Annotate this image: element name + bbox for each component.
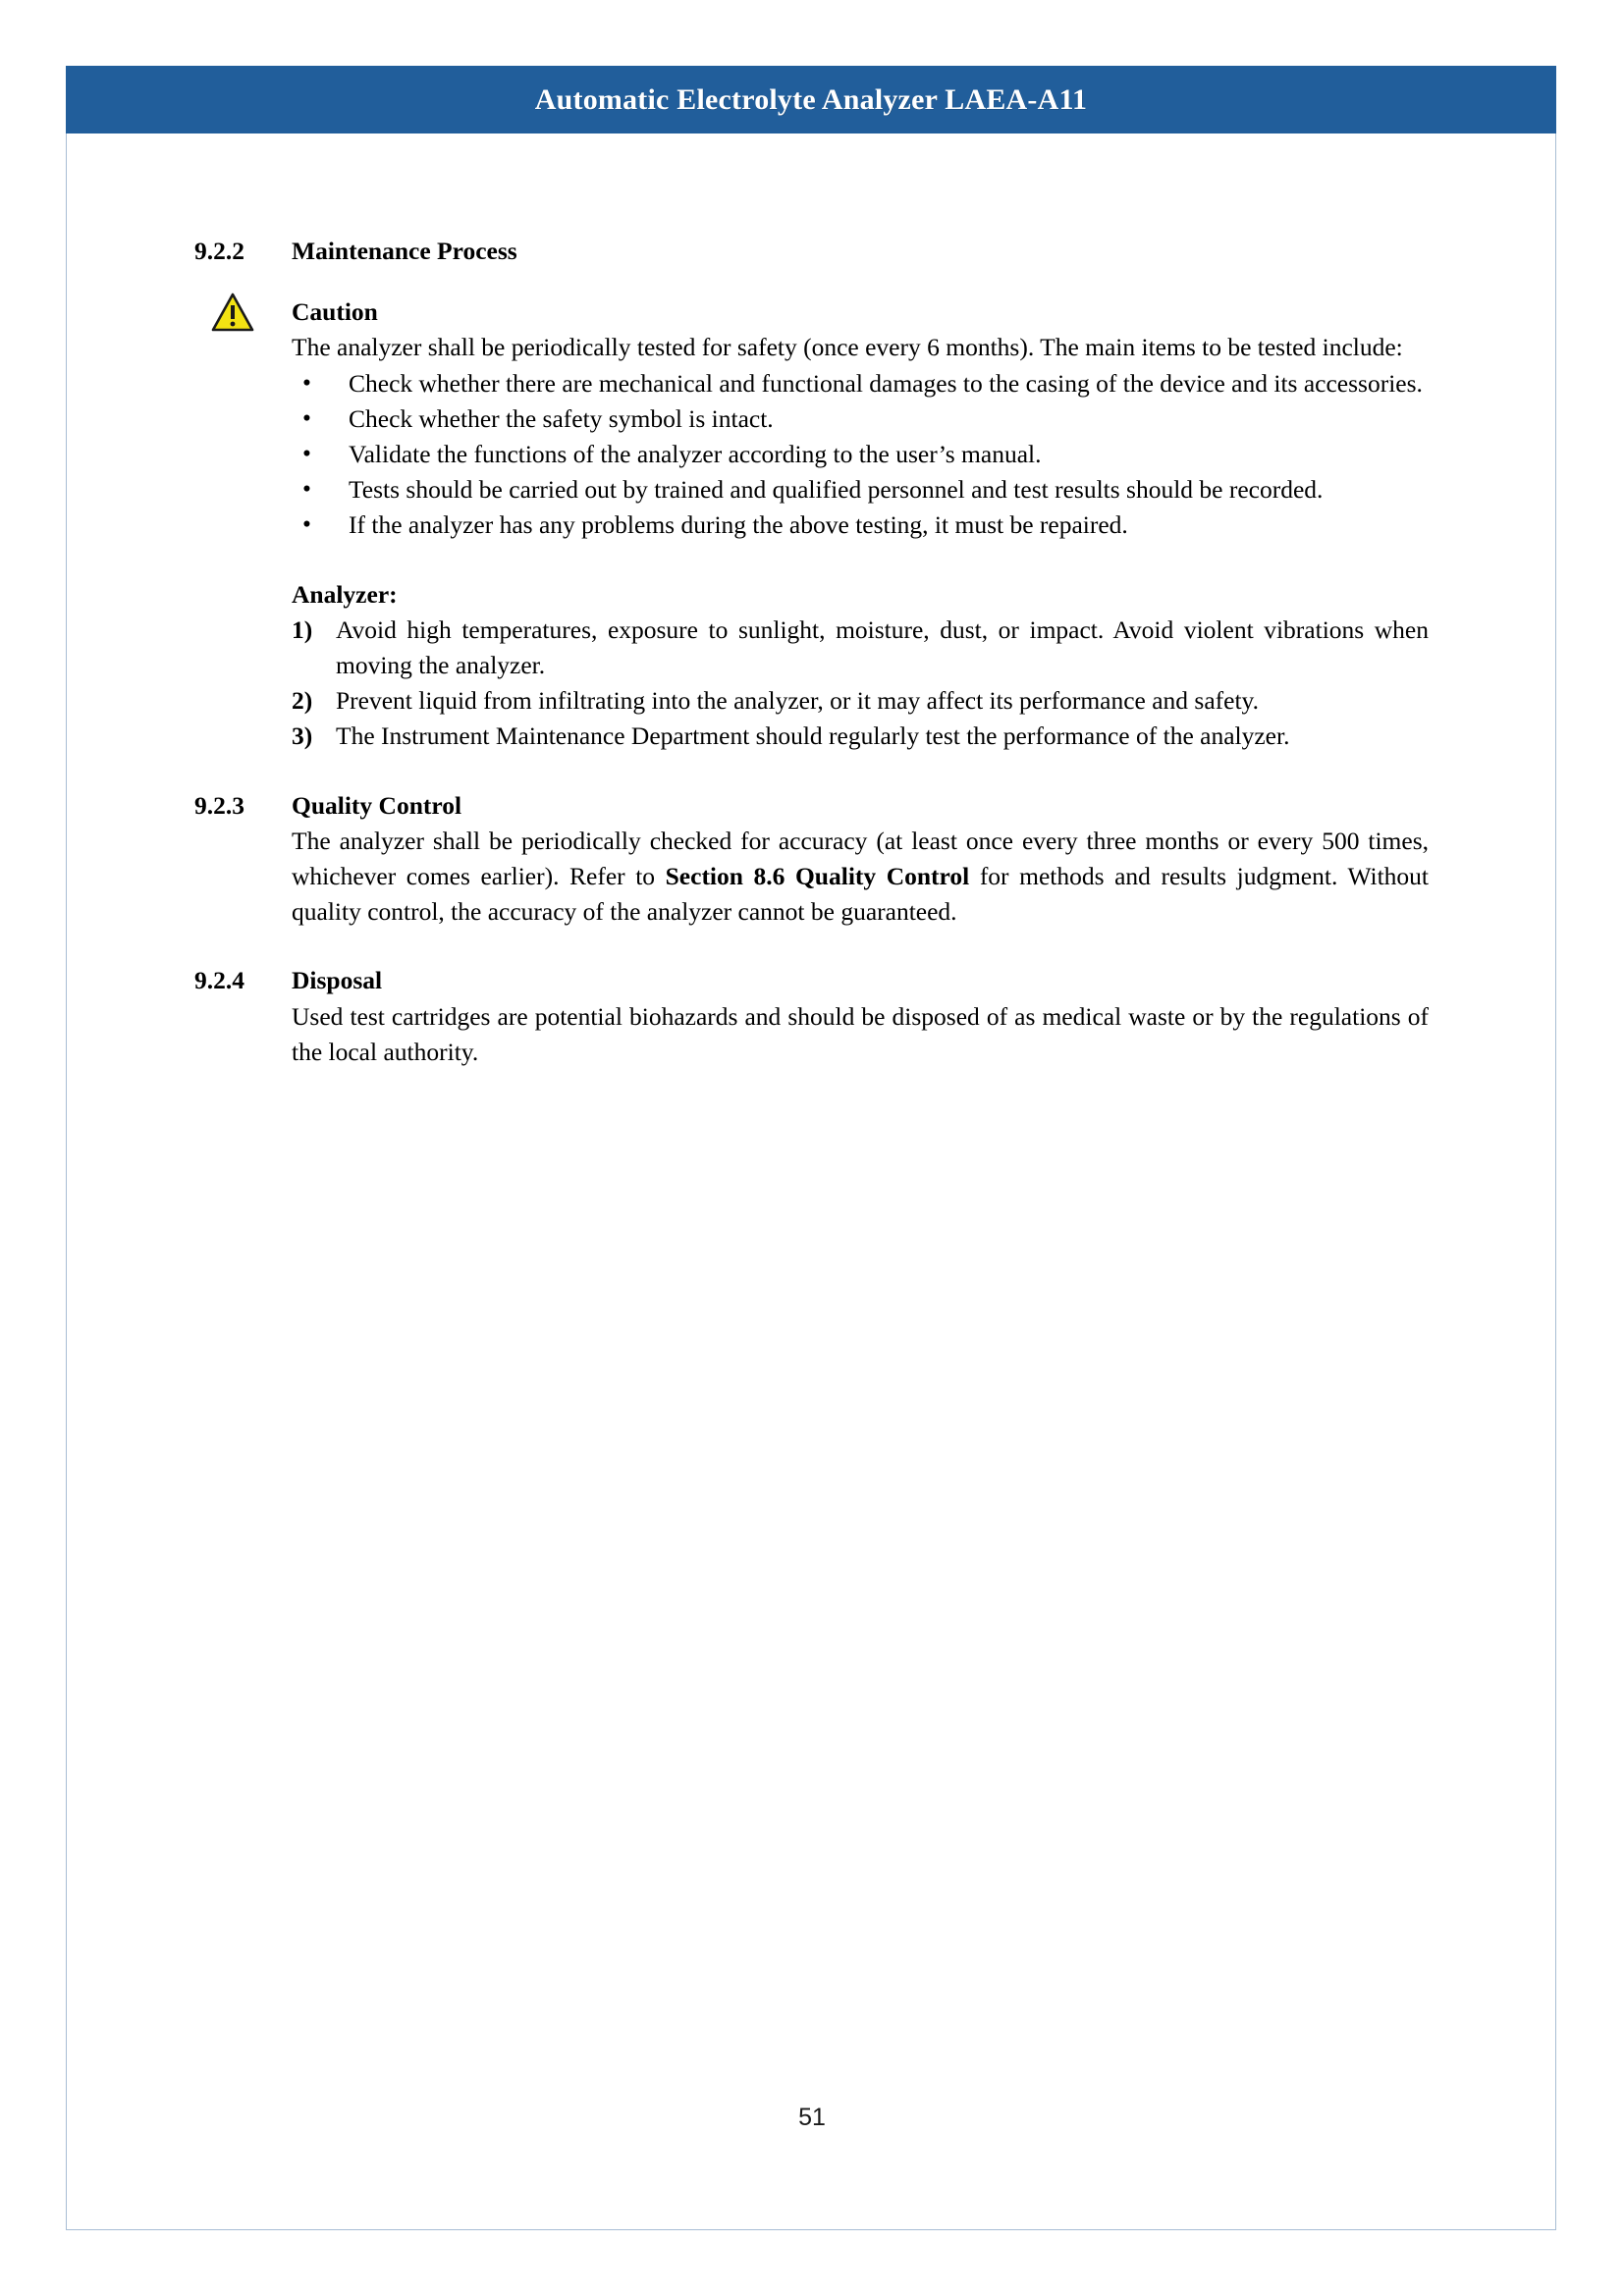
list-item: • If the analyzer has any problems during the above testing, it must be repaired. [299, 507, 1429, 543]
section-title: Maintenance Process [292, 237, 517, 265]
quality-control-body [292, 824, 1429, 931]
list-item [292, 683, 1429, 719]
disposal-body [292, 999, 1429, 1070]
quality-control-paragraph [292, 824, 1429, 931]
list-marker: 2) [292, 686, 313, 716]
analyzer-subheading: Analyzer: [292, 579, 398, 609]
list-item-text: Avoid high temperatures, exposure to sunlight, moisture, dust, or impact. Avoid violent vibrations when moving the analyzer. [336, 614, 1429, 680]
section-title: Disposal [292, 966, 383, 995]
disposal-paragraph: Used test cartridges are potential biohazards and should be disposed of as medical waste or by the regulations of the local authority. [292, 1001, 1429, 1066]
section-number: 9.2.4 [194, 966, 244, 995]
list-item: • Tests should be carried out by trained and qualified personnel and test results should be recorded. [299, 472, 1429, 507]
list-marker: 1) [292, 614, 313, 644]
spacer [292, 544, 1429, 577]
list-marker: 3) [292, 721, 313, 751]
section-title: Quality Control [292, 790, 462, 820]
list-item-text: The Instrument Maintenance Department should regularly test the performance of the analyzer. [336, 721, 1290, 751]
caution-heading-row [292, 294, 1429, 330]
document-header-banner [66, 66, 1556, 133]
section-heading-quality-control [194, 788, 1429, 824]
list-item: • Check whether there are mechanical and functional damages to the casing of the device and its accessories. [299, 366, 1429, 401]
page-number: 51 [798, 2104, 826, 2131]
caution-bullet-list [292, 366, 1429, 544]
qc-text-part2: for methods and results judgment. Without quality control, the accuracy of the analyzer cannot be guaranteed. [292, 862, 1429, 927]
list-item: • Validate the functions of the analyzer according to the user’s manual. [299, 437, 1429, 472]
section-number: 9.2.2 [194, 237, 244, 265]
caution-body [292, 330, 1429, 754]
caution-intro-paragraph: The analyzer shall be periodically tested for safety (once every 6 months). The main items to be tested include: [292, 333, 1403, 362]
page-content [194, 234, 1429, 1070]
section-number: 9.2.3 [194, 790, 244, 820]
section-heading-disposal [194, 963, 1429, 998]
spacer [194, 930, 1429, 963]
qc-reference-bold: Section 8.6 Quality Control [665, 862, 970, 891]
list-item [292, 719, 1429, 754]
document-title: Automatic Electrolyte Analyzer LAEA-A11 [534, 82, 1088, 116]
spacer [194, 755, 1429, 788]
list-item [292, 613, 1429, 683]
section-heading-maintenance [194, 234, 1429, 269]
qc-text-part1: The analyzer shall be periodically checked for accuracy (at least once every three months or every 500 times, whichever comes earlier). Refer to [292, 826, 1429, 891]
list-item-text: Prevent liquid from infiltrating into the analyzer, or it may affect its performance and safety. [336, 686, 1260, 716]
analyzer-numbered-list [292, 613, 1429, 755]
list-item: • Check whether the safety symbol is intact. [299, 401, 1429, 437]
warning-triangle-icon [211, 293, 254, 332]
caution-label: Caution [292, 297, 378, 327]
